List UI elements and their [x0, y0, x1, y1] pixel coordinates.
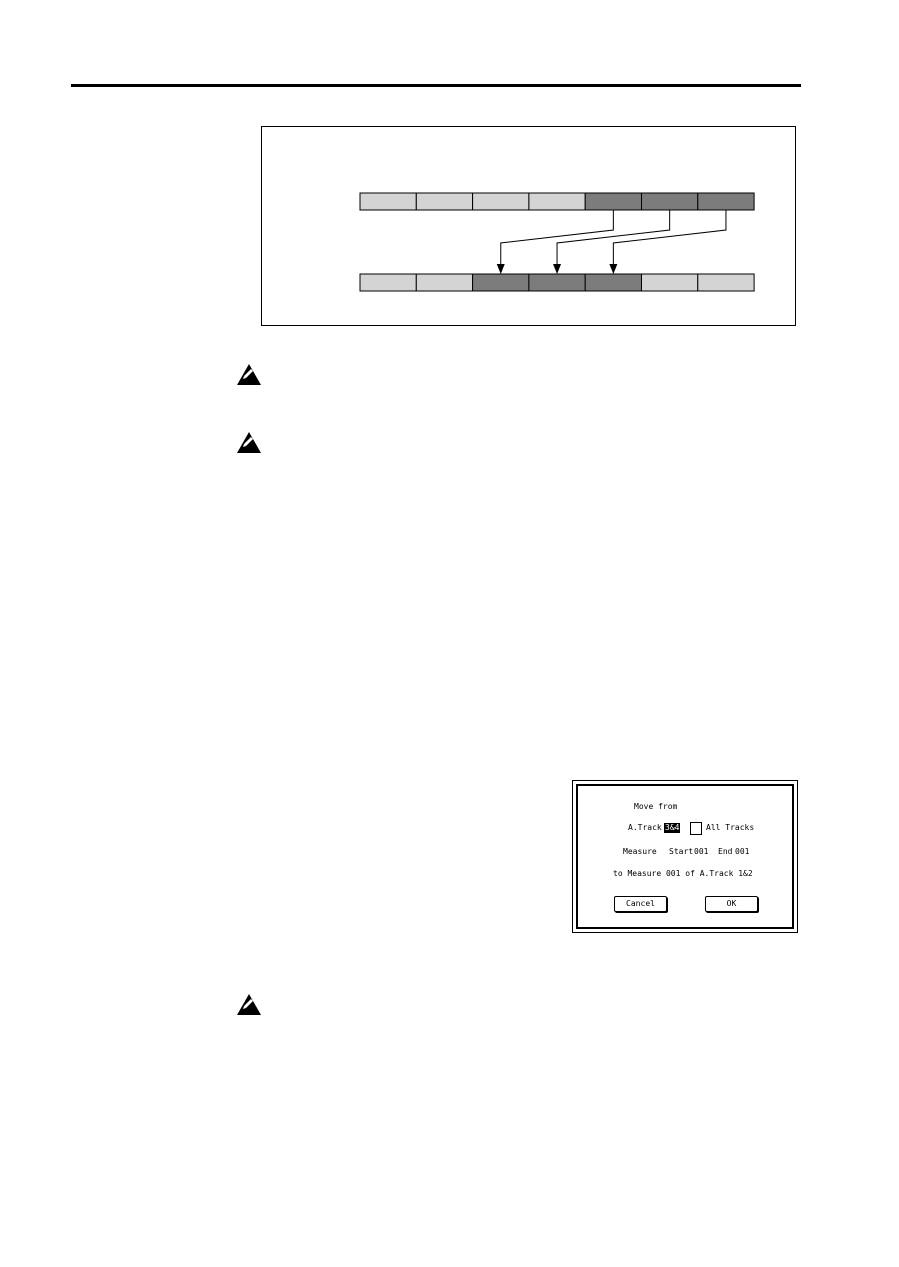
all-tracks-label: All Tracks: [706, 823, 755, 832]
source-track-segment: [585, 193, 641, 210]
destination-track-segment: [529, 274, 585, 291]
destination-track-segment: [416, 274, 472, 291]
destination-track-segment: [698, 274, 754, 291]
move-arrowhead: [553, 264, 561, 274]
destination-track-segment: [585, 274, 641, 291]
source-track-segment: [360, 193, 416, 210]
source-track-segment: [698, 193, 754, 210]
cancel-button[interactable]: Cancel: [614, 896, 667, 912]
destination-track-segment: [360, 274, 416, 291]
destination-track-segment: [473, 274, 529, 291]
ok-button[interactable]: OK: [705, 896, 758, 912]
move-dialog: [572, 780, 798, 933]
track-label: A.Track: [628, 823, 662, 832]
all-tracks-checkbox[interactable]: [690, 822, 702, 835]
move-arrowhead: [609, 264, 617, 274]
source-track-segment: [473, 193, 529, 210]
caution-icon: [236, 362, 262, 386]
source-track-segment: [529, 193, 585, 210]
move-diagram: [262, 127, 797, 327]
end-label: End: [718, 847, 733, 856]
end-value-field[interactable]: 001: [735, 847, 750, 856]
source-track-segment: [642, 193, 698, 210]
start-label: Start: [669, 847, 694, 856]
caution-icon: [236, 992, 262, 1016]
measure-label: Measure: [623, 847, 657, 856]
caution-icon: [236, 430, 262, 454]
top-rule: [71, 84, 801, 87]
destination-line: to Measure 001 of A.Track 1&2: [613, 869, 753, 878]
move-arrowhead: [497, 264, 505, 274]
move-diagram-figure: [261, 126, 796, 326]
destination-track-segment: [642, 274, 698, 291]
track-value-field[interactable]: 3&4: [665, 823, 680, 832]
start-value-field[interactable]: 001: [694, 847, 709, 856]
source-track-segment: [416, 193, 472, 210]
dialog-title: Move from: [634, 802, 678, 811]
